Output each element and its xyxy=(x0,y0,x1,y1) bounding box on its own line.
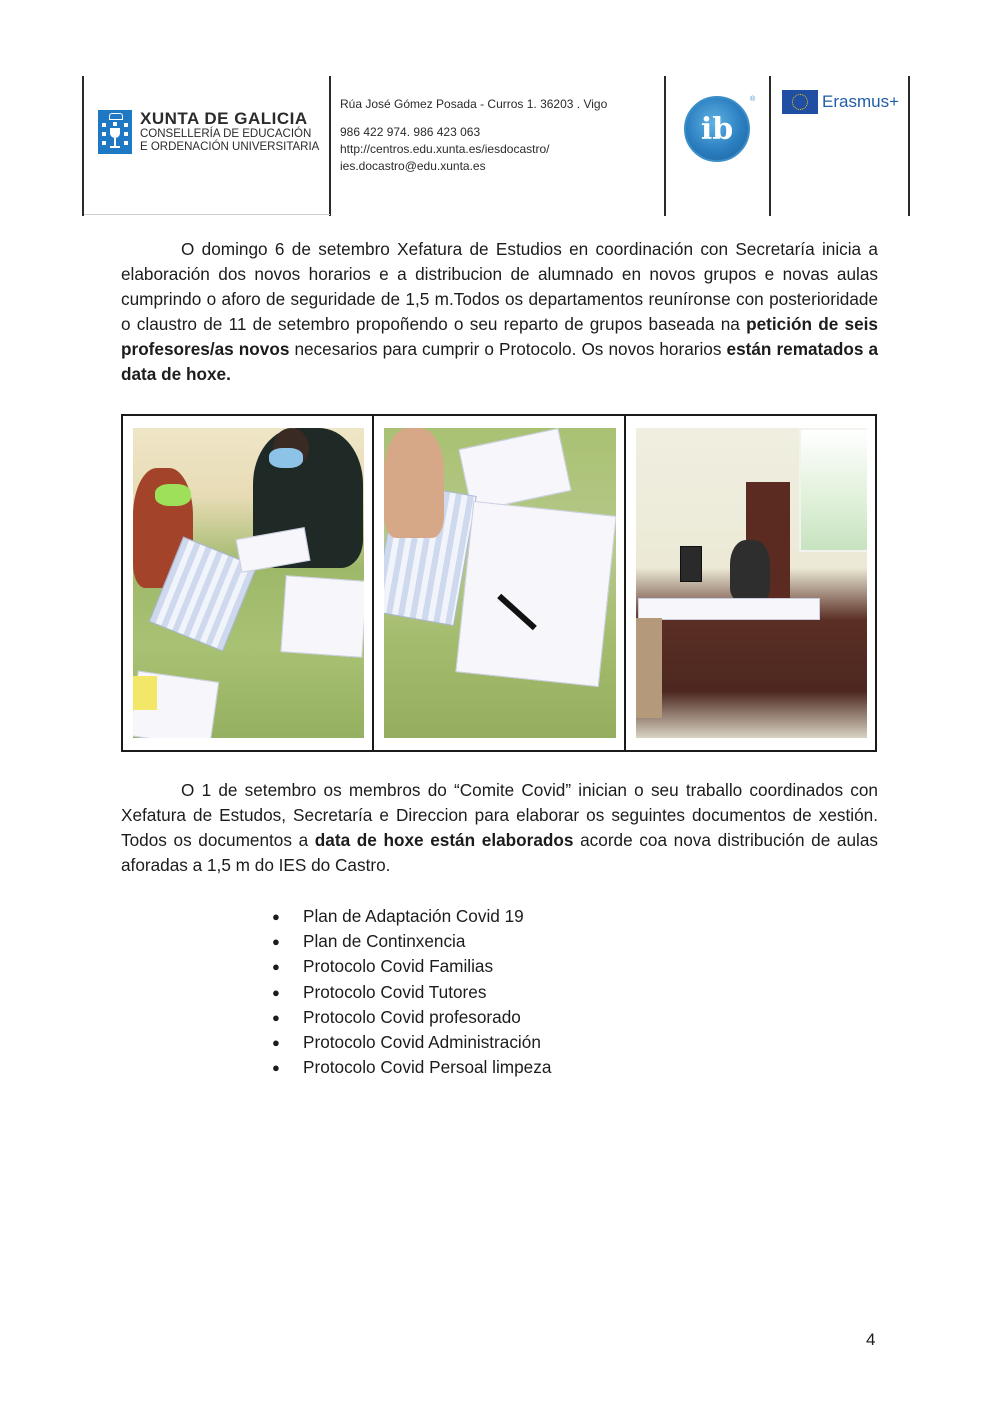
list-item-label: Plan de Continxencia xyxy=(303,931,466,952)
registered-mark: ® xyxy=(750,96,756,103)
list-item xyxy=(272,1005,551,1030)
bullet-icon: ● xyxy=(272,984,280,1000)
header-divider xyxy=(82,76,84,216)
text: O 1 de setembro os membros do “Comite Covid” inician o seu traballo coordinados con Xefatura de Estudos, Secretaría e Direccion para elaborar os seguintes documentos de xestión. Todos os documentos a xyxy=(121,780,878,850)
photo-pointing-at-plans xyxy=(384,428,615,738)
bold-text: data de hoxe están elaborados xyxy=(314,830,574,850)
bullet-icon: ● xyxy=(272,1009,280,1025)
bullet-icon: ● xyxy=(272,959,280,975)
paragraph-schedules xyxy=(121,237,878,387)
page-number: 4 xyxy=(866,1330,876,1349)
list-item-label: Protocolo Covid Administración xyxy=(303,1032,541,1053)
photo-cell xyxy=(626,416,875,750)
list-item-label: Protocolo Covid Persoal limpeza xyxy=(303,1057,552,1078)
ib-logo-glyph: ib xyxy=(700,111,734,147)
header-divider xyxy=(664,76,666,216)
bullet-icon: ● xyxy=(272,1060,280,1076)
xunta-subtitle: CONSELLERÍA DE EDUCACIÓN xyxy=(140,128,312,140)
erasmus-label: Erasmus+ xyxy=(822,92,899,111)
bold-text: petición de seis profesores/as novos xyxy=(121,314,878,359)
erasmus-logo xyxy=(782,90,899,114)
school-address: Rúa José Gómez Posada - Curros 1. 36203 . Vigo xyxy=(340,97,608,111)
list-item xyxy=(272,1030,551,1055)
list-item-label: Protocolo Covid Tutores xyxy=(303,981,487,1002)
list-item xyxy=(272,954,551,979)
list-item-label: Plan de Adaptación Covid 19 xyxy=(303,906,524,927)
xunta-title: XUNTA DE GALICIA xyxy=(140,109,308,128)
school-email[interactable]: ies.docastro@edu.xunta.es xyxy=(340,159,486,173)
bold-text: están rematados a data de hoxe. xyxy=(121,339,878,384)
header-divider xyxy=(84,214,330,215)
bullet-icon: ● xyxy=(272,934,280,950)
school-website[interactable]: http://centros.edu.xunta.es/iesdocastro/ xyxy=(340,142,550,156)
photo-office-desk xyxy=(636,428,867,738)
photo-table xyxy=(121,414,877,752)
paragraph-covid-committee xyxy=(121,778,878,878)
header-divider xyxy=(908,76,910,216)
list-item xyxy=(272,980,551,1005)
photo-cell xyxy=(374,416,625,750)
galicia-emblem-icon xyxy=(98,110,132,154)
xunta-subtitle: E ORDENACIÓN UNIVERSITARIA xyxy=(140,141,320,153)
list-item-label: Protocolo Covid Familias xyxy=(303,956,494,977)
photo-teachers-meeting xyxy=(133,428,364,738)
photo-cell xyxy=(123,416,374,750)
bullet-icon: ● xyxy=(272,909,280,925)
bullet-icon: ● xyxy=(272,1035,280,1051)
text: O domingo 6 de setembro Xefatura de Estudios en coordinación con Secretaría inicia a elaboración dos novos horarios e a distribucion de alumnado en novos grupos e novas aulas cumprindo o aforo de seguridade de 1,5 m.Todos os departamentos reuníronse con posterioridade o claustro de 11 de setembro propoñendo o seu reparto de grupos baseada na xyxy=(121,239,878,334)
text: necesarios para cumprir o Protocolo. Os novos horarios xyxy=(289,339,727,359)
eu-flag-icon xyxy=(782,90,818,114)
header-divider xyxy=(769,76,771,216)
documents-list xyxy=(272,904,551,1080)
ib-world-school-logo-icon xyxy=(684,96,750,162)
text: acorde coa nova distribución de aulas aforadas a 1,5 m do IES do Castro. xyxy=(121,830,878,875)
xunta-logo xyxy=(98,110,319,154)
list-item xyxy=(272,1055,551,1080)
school-phones: 986 422 974. 986 423 063 xyxy=(340,125,481,139)
list-item xyxy=(272,929,551,954)
list-item xyxy=(272,904,551,929)
school-contact xyxy=(340,96,607,175)
header-divider xyxy=(329,76,331,216)
list-item-label: Protocolo Covid profesorado xyxy=(303,1006,521,1027)
